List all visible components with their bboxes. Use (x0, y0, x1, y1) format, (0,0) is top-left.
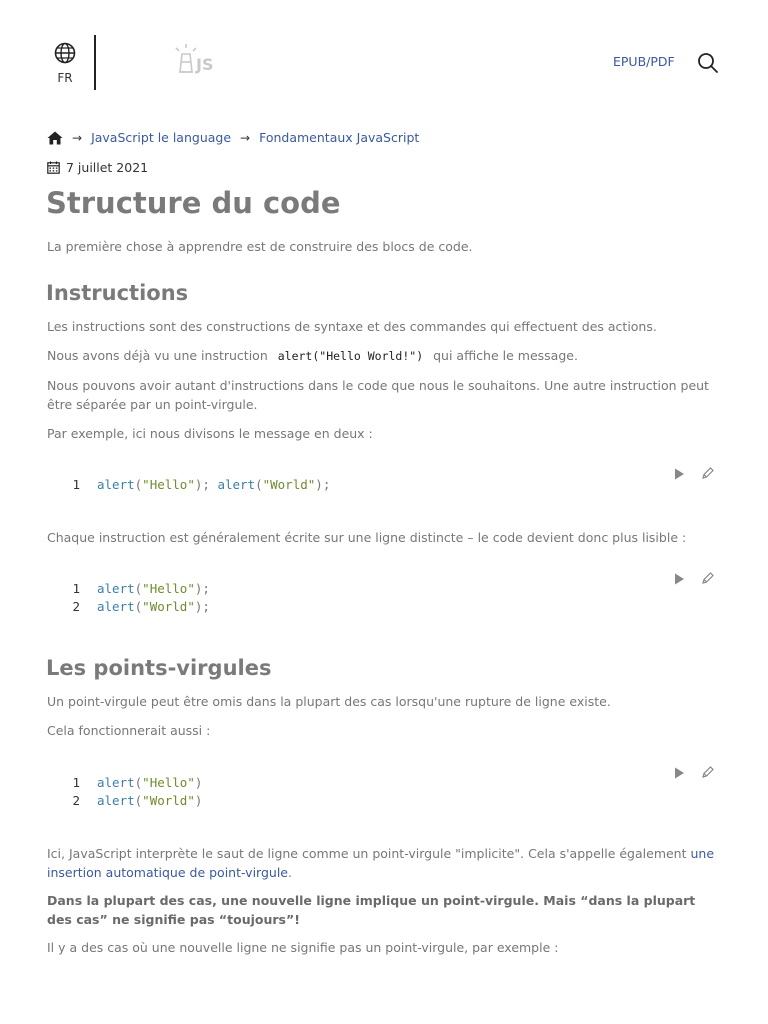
epub-pdf-link[interactable]: EPUB/PDF (613, 54, 675, 69)
code-block (47, 754, 721, 824)
search-icon (697, 52, 719, 74)
breadcrumb (47, 130, 419, 145)
code-block (47, 560, 721, 630)
paragraph-bold: Dans la plupart des cas, une nouvelle ligne implique un point-virgule. Mais “dans la plupart des cas” ne signifie pas “toujours”! (47, 893, 696, 927)
breadcrumb-separator: → (240, 130, 251, 145)
breadcrumb-link-javascript-language[interactable]: JavaScript le language (91, 130, 232, 145)
search-button[interactable] (697, 52, 719, 74)
heading-semicolons: Les points-virgules (46, 656, 272, 680)
code-block (47, 455, 721, 505)
paragraph: Les instructions sont des constructions de syntaxe et des commandes qui effectuent des actions. (47, 319, 657, 334)
play-icon[interactable] (672, 467, 686, 481)
pencil-icon[interactable] (701, 466, 715, 480)
play-icon[interactable] (672, 766, 686, 780)
calendar-icon (47, 161, 60, 174)
intro-paragraph: La première chose à apprendre est de construire des blocs de code. (47, 239, 473, 254)
link-automatic-semicolon-insertion[interactable]: une insertion automatique de point-virgule (47, 846, 715, 880)
pencil-icon[interactable] (701, 571, 715, 585)
inline-code: alert("Hello World!") (277, 349, 424, 363)
page-title: Structure du code (46, 186, 341, 220)
breadcrumb-separator: → (72, 130, 83, 145)
pencil-icon[interactable] (701, 765, 715, 779)
publish-date-text: 7 juillet 2021 (66, 160, 149, 175)
paragraph: Chaque instruction est généralement écrite sur une ligne distincte – le code devient donc plus lisible : (47, 530, 687, 545)
paragraph: Il y a des cas où une nouvelle ligne ne signifie pas un point-virgule, par exemple : (47, 940, 559, 955)
code-line: 1 alert("Hello"); (72, 581, 210, 596)
paragraph: Cela fonctionnerait aussi : (47, 723, 211, 738)
language-switcher[interactable] (50, 42, 80, 85)
code-line: 2 alert("World"); (72, 599, 210, 614)
paragraph: Nous pouvons avoir autant d'instructions dans le code que nous le souhaitons. Une autre instruction peut être séparée par un point-virgule. (47, 378, 709, 412)
breadcrumb-link-fundamentals[interactable]: Fondamentaux JavaScript (259, 130, 420, 145)
publish-date (47, 160, 148, 175)
header-divider (94, 35, 96, 90)
paragraph: Par exemple, ici nous divisons le message en deux : (47, 426, 373, 441)
lighthouse-logo-icon (170, 42, 230, 76)
play-icon[interactable] (672, 572, 686, 586)
paragraph: Nous avons déjà vu une instruction alert("Hello World!") qui affiche le message. (47, 348, 578, 363)
site-header (0, 0, 768, 120)
code-line: 2 alert("World") (72, 793, 203, 808)
language-code: FR (57, 71, 73, 85)
globe-icon (54, 42, 76, 64)
heading-instructions: Instructions (46, 281, 189, 305)
code-line: 1 alert("Hello"); alert("World"); (72, 477, 331, 492)
site-logo[interactable] (170, 42, 230, 76)
paragraph: Un point-virgule peut être omis dans la plupart des cas lorsqu'une rupture de ligne existe. (47, 694, 611, 709)
home-icon[interactable] (47, 131, 63, 145)
code-line: 1 alert("Hello") (72, 775, 203, 790)
logo-text: JS (196, 55, 214, 74)
paragraph: Ici, JavaScript interprète le saut de ligne comme un point-virgule "implicite". Cela s'appelle également une insertion automatique de point-virgule. (47, 846, 715, 880)
